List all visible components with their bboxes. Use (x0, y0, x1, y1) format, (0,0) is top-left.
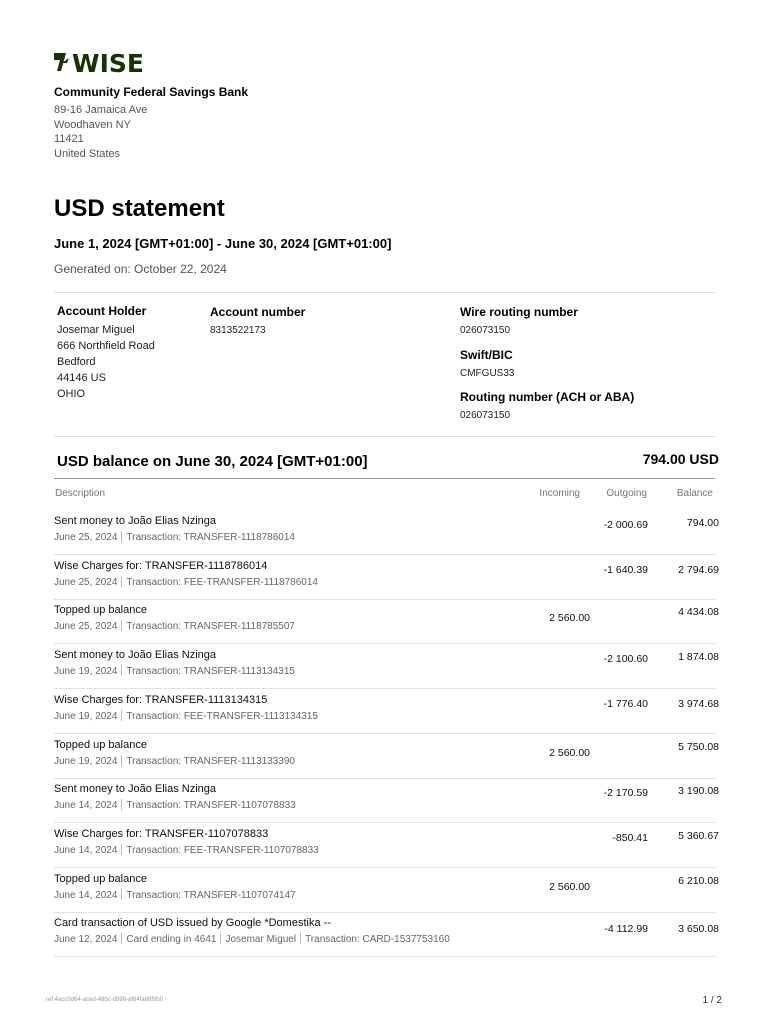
transaction-outgoing: -2 100.60 (603, 653, 648, 666)
row-divider (54, 599, 715, 600)
generated-date: Generated on: October 22, 2024 (54, 262, 227, 276)
transaction-outgoing: -2 000.69 (603, 519, 648, 531)
transaction-row (0, 694, 768, 739)
swift-code: CMFGUS33 (460, 368, 515, 379)
account-holder-line: 666 Northfield Road (57, 340, 155, 352)
account-holder-label: Account Holder (57, 304, 147, 318)
meta-separator (121, 844, 122, 855)
column-header-balance: Balance (676, 488, 713, 499)
divider (54, 292, 715, 293)
transaction-meta-item: June 19, 2024 (54, 710, 118, 722)
transaction-balance: 1 874.08 (678, 651, 719, 664)
transaction-row (0, 873, 768, 918)
transaction-meta-item: Card ending in 4641 (126, 934, 217, 946)
transaction-meta (54, 576, 318, 588)
transaction-meta-item: June 19, 2024 (54, 755, 118, 767)
row-divider (54, 956, 715, 957)
transaction-outgoing: -2 170.59 (603, 787, 648, 800)
statement-period: June 1, 2024 [GMT+01:00] - June 30, 2024 [GMT+01:00] (54, 236, 392, 251)
meta-separator (121, 531, 122, 542)
transaction-description: Topped up balance (54, 738, 147, 751)
statement-title: USD statement (54, 195, 225, 222)
transaction-balance: 3 974.68 (678, 697, 719, 710)
column-header-incoming: Incoming (539, 488, 580, 499)
transaction-meta (54, 889, 296, 901)
transaction-description: Topped up balance (54, 872, 147, 885)
row-divider (54, 688, 715, 689)
meta-separator (121, 620, 122, 631)
row-divider (54, 733, 715, 734)
account-holder-line: 44146 US (57, 372, 106, 384)
transaction-meta-item: Transaction: FEE-TRANSFER-1118786014 (126, 576, 318, 588)
bank-address-line: United States (54, 148, 121, 160)
transaction-row (0, 739, 768, 784)
divider (54, 436, 715, 437)
transaction-row (0, 515, 768, 560)
transaction-balance: 5 750.08 (678, 740, 719, 753)
logo-wordmark: WISE (72, 50, 144, 74)
transaction-outgoing: -4 112.99 (604, 923, 648, 936)
transaction-balance: 3 190.08 (678, 785, 719, 798)
routing-number: 026073150 (460, 410, 511, 421)
bank-address-line: 11421 (54, 133, 84, 145)
divider (54, 478, 715, 479)
balance-amount: 794.00 USD (642, 451, 719, 467)
meta-separator (121, 933, 122, 944)
transaction-meta-item: Transaction: CARD-1537753160 (305, 934, 450, 946)
transaction-meta (54, 531, 295, 543)
transaction-row (0, 783, 768, 828)
meta-separator (121, 665, 122, 676)
transaction-outgoing: -1 776.40 (603, 697, 648, 710)
meta-separator (121, 755, 122, 766)
transaction-balance: 4 434.08 (678, 606, 719, 619)
transaction-meta-item: Transaction: TRANSFER-1113133390 (126, 755, 295, 767)
transaction-row (0, 917, 768, 962)
transaction-balance: 794.00 (686, 517, 719, 529)
row-divider (54, 554, 715, 555)
transaction-meta (54, 620, 295, 632)
transaction-incoming: 2 560.00 (549, 746, 590, 759)
transaction-meta-item: Transaction: TRANSFER-1107078833 (126, 800, 296, 812)
transaction-meta-item: June 25, 2024 (54, 621, 118, 633)
transaction-meta (54, 755, 295, 767)
transaction-description: Wise Charges for: TRANSFER-1118786014 (54, 559, 268, 572)
row-divider (54, 778, 715, 779)
wire-routing-number: 026073150 (460, 325, 511, 336)
transaction-meta-item: Transaction: FEE-TRANSFER-1113134315 (126, 710, 318, 722)
row-divider (54, 912, 715, 913)
transaction-meta-item: June 14, 2024 (54, 889, 118, 901)
transaction-meta (54, 799, 296, 811)
transaction-description: Sent money to João Elias Nzinga (54, 649, 217, 662)
meta-separator (121, 799, 122, 810)
transaction-meta-item: June 25, 2024 (54, 532, 118, 543)
transaction-row (0, 649, 768, 694)
transaction-row (0, 604, 768, 649)
transaction-meta-item: June 12, 2024 (54, 934, 118, 946)
bank-name: Community Federal Savings Bank (54, 85, 249, 99)
column-header-outgoing: Outgoing (606, 488, 647, 499)
transaction-meta-item: Transaction: TRANSFER-1113134315 (126, 666, 295, 678)
transaction-row (0, 560, 768, 605)
account-number: 8313522173 (210, 325, 266, 336)
transaction-meta-item: June 25, 2024 (54, 576, 118, 588)
transaction-meta (54, 710, 318, 722)
transaction-meta (54, 665, 295, 677)
column-header-description: Description (55, 488, 106, 499)
transaction-outgoing: -1 640.39 (603, 563, 648, 576)
meta-separator (121, 710, 122, 721)
account-number-label: Account number (210, 305, 306, 319)
swift-label: Swift/BIC (460, 348, 513, 362)
transaction-incoming: 2 560.00 (549, 880, 590, 893)
transaction-balance: 5 360.67 (678, 829, 719, 842)
transaction-meta (54, 933, 450, 945)
transaction-description: Sent money to João Elias Nzinga (54, 515, 217, 527)
transaction-meta-item: June 14, 2024 (54, 844, 118, 856)
account-holder-line: Josemar Miguel (57, 324, 135, 336)
transaction-row (0, 828, 768, 873)
account-holder-line: Bedford (57, 356, 96, 368)
transaction-description: Wise Charges for: TRANSFER-1107078833 (54, 827, 269, 840)
transaction-meta-item: Transaction: TRANSFER-1107074147 (126, 889, 296, 901)
transaction-meta-item: Josemar Miguel (225, 934, 297, 946)
row-divider (54, 867, 715, 868)
meta-separator (121, 889, 122, 900)
transaction-balance: 3 650.08 (678, 923, 719, 936)
transaction-outgoing: -850.41 (612, 831, 648, 844)
bank-address-line: 89-16 Jamaica Ave (54, 104, 148, 116)
row-divider (54, 643, 715, 644)
transaction-description: Topped up balance (54, 604, 147, 617)
balance-label: USD balance on June 30, 2024 [GMT+01:00] (57, 453, 368, 470)
transaction-meta-item: Transaction: TRANSFER-1118785507 (126, 621, 295, 633)
transaction-description: Card transaction of USD issued by Google *Domestika -- (54, 917, 331, 930)
transaction-description: Sent money to João Elias Nzinga (54, 783, 217, 796)
row-divider (54, 822, 715, 823)
transaction-description: Wise Charges for: TRANSFER-1113134315 (54, 693, 268, 706)
page-number: 1 / 2 (702, 995, 722, 1006)
routing-number-label: Routing number (ACH or ABA) (460, 390, 635, 404)
document-reference: ref:4acc0d64-aced-48bc-d998-af64fa88f9b0 (46, 997, 164, 1003)
transaction-balance: 6 210.08 (678, 874, 719, 887)
meta-separator (220, 933, 221, 944)
transaction-meta-item: June 14, 2024 (54, 800, 118, 812)
bank-address-line: Woodhaven NY (54, 119, 131, 131)
transaction-balance: 2 794.69 (678, 563, 719, 576)
wire-routing-label: Wire routing number (460, 305, 578, 319)
wise-logo (54, 50, 158, 74)
transaction-meta (54, 844, 319, 856)
transaction-incoming: 2 560.00 (549, 612, 590, 625)
meta-separator (121, 576, 122, 587)
transaction-meta-item: June 19, 2024 (54, 666, 118, 678)
meta-separator (300, 933, 301, 944)
account-holder-line: OHIO (57, 388, 86, 400)
transaction-meta-item: Transaction: FEE-TRANSFER-1107078833 (126, 844, 319, 856)
transaction-meta-item: Transaction: TRANSFER-1118786014 (126, 532, 295, 543)
